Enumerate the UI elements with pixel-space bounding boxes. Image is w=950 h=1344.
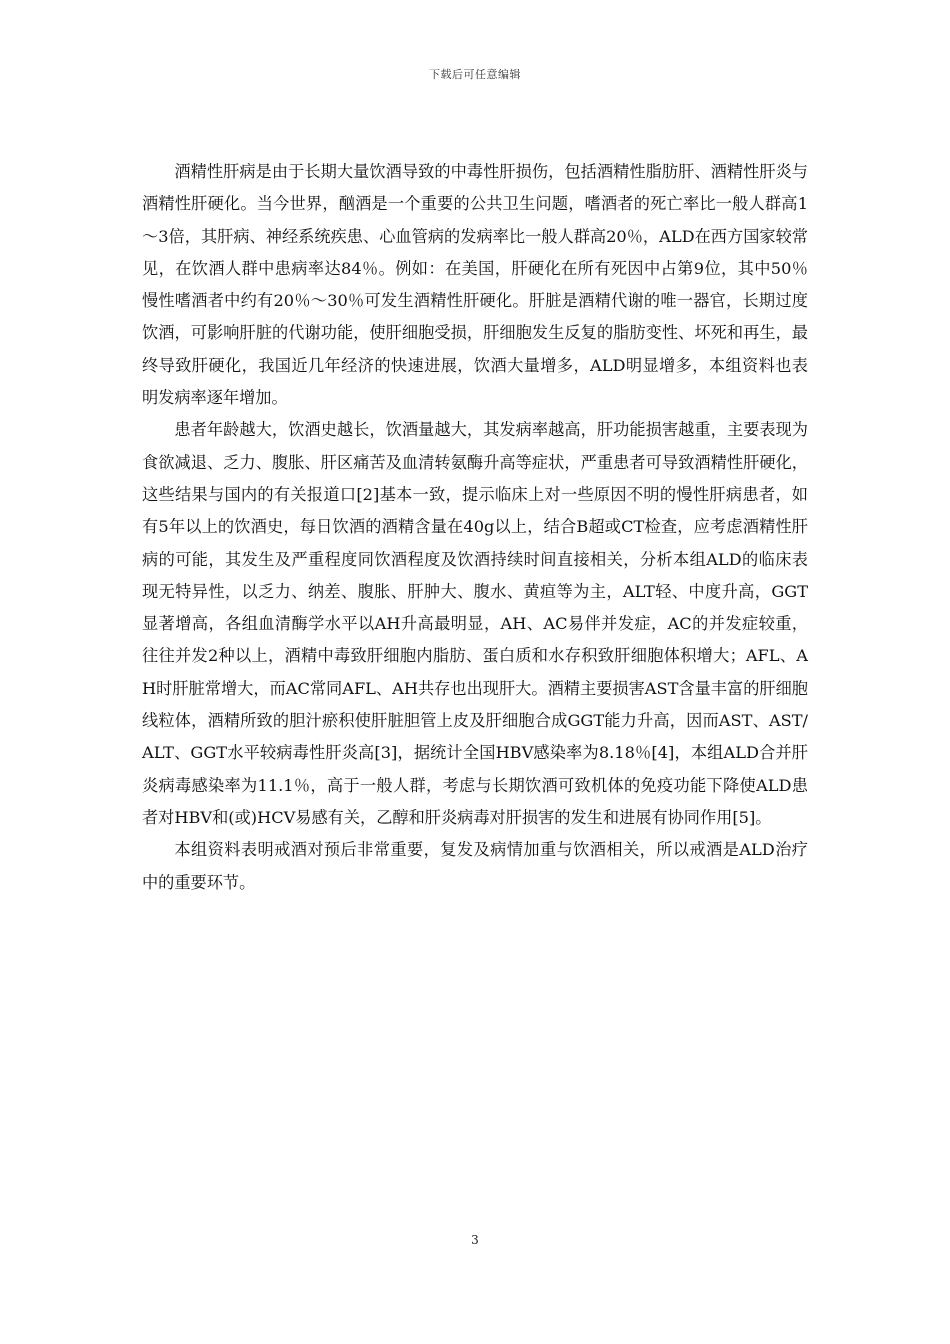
paragraph-1: 酒精性肝病是由于长期大量饮酒导致的中毒性肝损伤，包括酒精性脂肪肝、酒精性肝炎与酒精性肝硬化。当今世界，酗酒是一个重要的公共卫生问题，嗜酒者的死亡率比一般人群高1～3倍，其肝病、神经系统疾患、心血管病的发病率比一般人群高20％，ALD在西方国家较常见，在饮酒人群中患病率达84％。例如：在美国，肝硬化在所有死因中占第9位，其中50％慢性嗜酒者中约有20％～30％可发生酒精性肝硬化。肝脏是酒精代谢的唯一器官，长期过度饮酒，可影响肝脏的代谢功能，使肝细胞受损，肝细胞发生反复的脂肪变性、坏死和再生，最终导致肝硬化，我国近几年经济的快速进展，饮酒大量增多，ALD明显增多，本组资料也表明发病率逐年增加。 — [142, 162, 808, 408]
page-header-note: 下载后可任意编辑 — [429, 68, 521, 81]
paragraph-3: 本组资料表明戒酒对预后非常重要，复发及病情加重与饮酒相关，所以戒酒是ALD治疗中的重要环节。 — [142, 840, 808, 892]
paragraph-2: 患者年龄越大，饮酒史越长，饮酒量越大，其发病率越高，肝功能损害越重，主要表现为食欲减退、乏力、腹胀、肝区痛苦及血清转氨酶升高等症状，严重患者可导致酒精性肝硬化，这些结果与国内的有关报道口[2]基本一致，提示临床上对一些原因不明的慢性肝病患者，如有5年以上的饮酒史，每日饮酒的酒精含量在40g以上，结合B超或CT检查，应考虑酒精性肝病的可能，其发生及严重程度同饮酒程度及饮酒持续时间直接相关，分析本组ALD的临床表现无特异性，以乏力、纳差、腹胀、肝肿大、腹水、黄疸等为主，ALT轻、中度升高，GGT显著增高，各组血清酶学水平以AH升高最明显，AH、AC易伴并发症，AC的并发症较重，往往并发2种以上，酒精中毒致肝细胞内脂肪、蛋白质和水存积致肝细胞体积增大；AFL、AH时肝脏常增大，而AC常同AFL、AH共存也出现肝大。酒精主要损害AST含量丰富的肝细胞线粒体，酒精所致的胆汁瘀积使肝脏胆管上皮及肝细胞合成GGT能力升高，因而AST、AST/ALT、GGT水平较病毒性肝炎高[3]，据统计全国HBV感染率为8.18％[4]，本组ALD合并肝炎病毒感染率为11.1％，高于一般人群，考虑与长期饮酒可致机体的免疫功能下降使ALD患者对HBV和(或)HCV易感有关，乙醇和肝炎病毒对肝损害的发生和进展有协同作用[5]。 — [142, 420, 808, 827]
page-number: 3 — [471, 1233, 479, 1247]
document-body — [142, 156, 808, 899]
